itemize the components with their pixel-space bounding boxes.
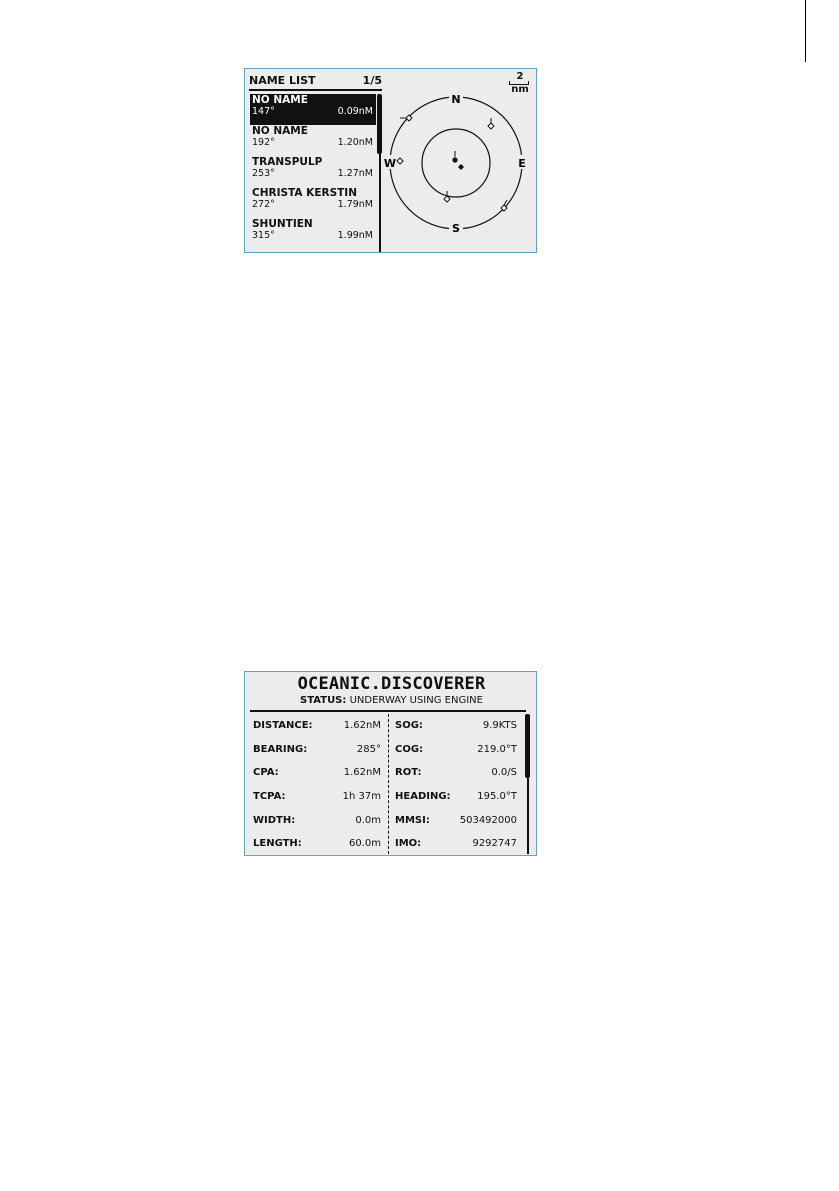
field-value: 1h 37m [342,791,381,803]
left-data-column [253,714,381,856]
status-label: STATUS: [300,695,347,706]
field-label: SOG: [395,720,423,732]
column-divider [388,714,389,854]
target-name: TRANSPULP [252,156,323,168]
field-value: 285° [356,743,381,755]
target-bearing: 272° [252,199,275,210]
field-value: 1.62nM [343,767,381,779]
data-row [395,808,517,832]
name-list-title: NAME LIST [249,74,316,87]
field-value: 9.9KTS [482,720,517,732]
data-row [395,785,517,809]
ais-target-icon[interactable] [488,118,494,129]
scale-value: 2 [516,71,524,82]
target-name: NO NAME [252,94,308,106]
target-list [250,94,376,249]
vessel-status [245,695,537,706]
vessel-detail-screen [244,671,537,856]
target-distance: 1.27nM [337,168,373,179]
status-divider [250,710,526,712]
field-value: 9292747 [472,838,517,850]
ais-target-icon[interactable] [397,158,403,164]
compass-north: N [451,93,461,106]
field-label: MMSI: [395,814,430,826]
target-list-item[interactable] [250,125,376,156]
target-bearing: 315° [252,230,275,241]
field-label: DISTANCE: [253,720,313,732]
target-distance: 1.79nM [337,199,373,210]
radar-plot [383,91,535,253]
target-list-item[interactable] [250,156,376,187]
page-margin-rule [805,0,806,62]
list-divider [379,154,381,252]
target-name: NO NAME [252,125,308,137]
compass-south: S [452,222,460,235]
name-list-header [249,73,382,91]
data-row [253,832,381,856]
field-label: WIDTH: [253,814,296,826]
compass-east: E [518,157,526,170]
target-list-item[interactable] [250,187,376,218]
field-value: 0.0m [355,814,381,826]
field-label: BEARING: [253,743,308,755]
field-value: 219.0°T [477,743,517,755]
target-distance: 1.20nM [337,137,373,148]
right-data-column [395,714,517,856]
data-row [253,761,381,785]
field-label: IMO: [395,838,422,850]
data-row [253,738,381,762]
field-label: ROT: [395,767,422,779]
target-name: CHRISTA KERSTIN [252,187,357,199]
data-row [395,738,517,762]
data-row [253,785,381,809]
field-label: CPA: [253,767,279,779]
data-row [395,761,517,785]
data-row [253,714,381,738]
target-bearing: 192° [252,137,275,148]
name-list-screen [244,68,537,253]
scale-unit: nm [511,84,529,95]
field-value: 503492000 [459,814,517,826]
data-row [395,714,517,738]
detail-scroll-track [527,778,529,854]
target-distance: 1.99nM [337,230,373,241]
field-value: 0.0/S [491,767,517,779]
own-vessel-icon [452,151,464,170]
field-label: COG: [395,743,424,755]
vessel-name: OCEANIC.DISCOVERER [297,674,486,694]
field-value: 1.62nM [343,720,381,732]
compass-west: W [383,157,397,170]
data-row [395,832,517,856]
target-distance: 0.09nM [337,106,373,117]
target-list-item[interactable] [250,94,376,125]
data-row [253,808,381,832]
field-value: 60.0m [348,838,381,850]
inner-range-ring [422,129,490,197]
field-label: HEADING: [395,791,451,803]
target-bearing: 147° [252,106,275,117]
field-label: TCPA: [253,791,286,803]
target-name: SHUNTIEN [252,218,313,230]
target-bearing: 253° [252,168,275,179]
field-value: 195.0°T [477,791,517,803]
target-list-item[interactable] [250,218,376,249]
page-indicator: 1/5 [362,74,382,87]
field-label: LENGTH: [253,838,302,850]
status-value: UNDERWAY USING ENGINE [349,695,483,706]
list-scrollbar[interactable] [377,94,382,154]
detail-scrollbar[interactable] [525,714,530,778]
